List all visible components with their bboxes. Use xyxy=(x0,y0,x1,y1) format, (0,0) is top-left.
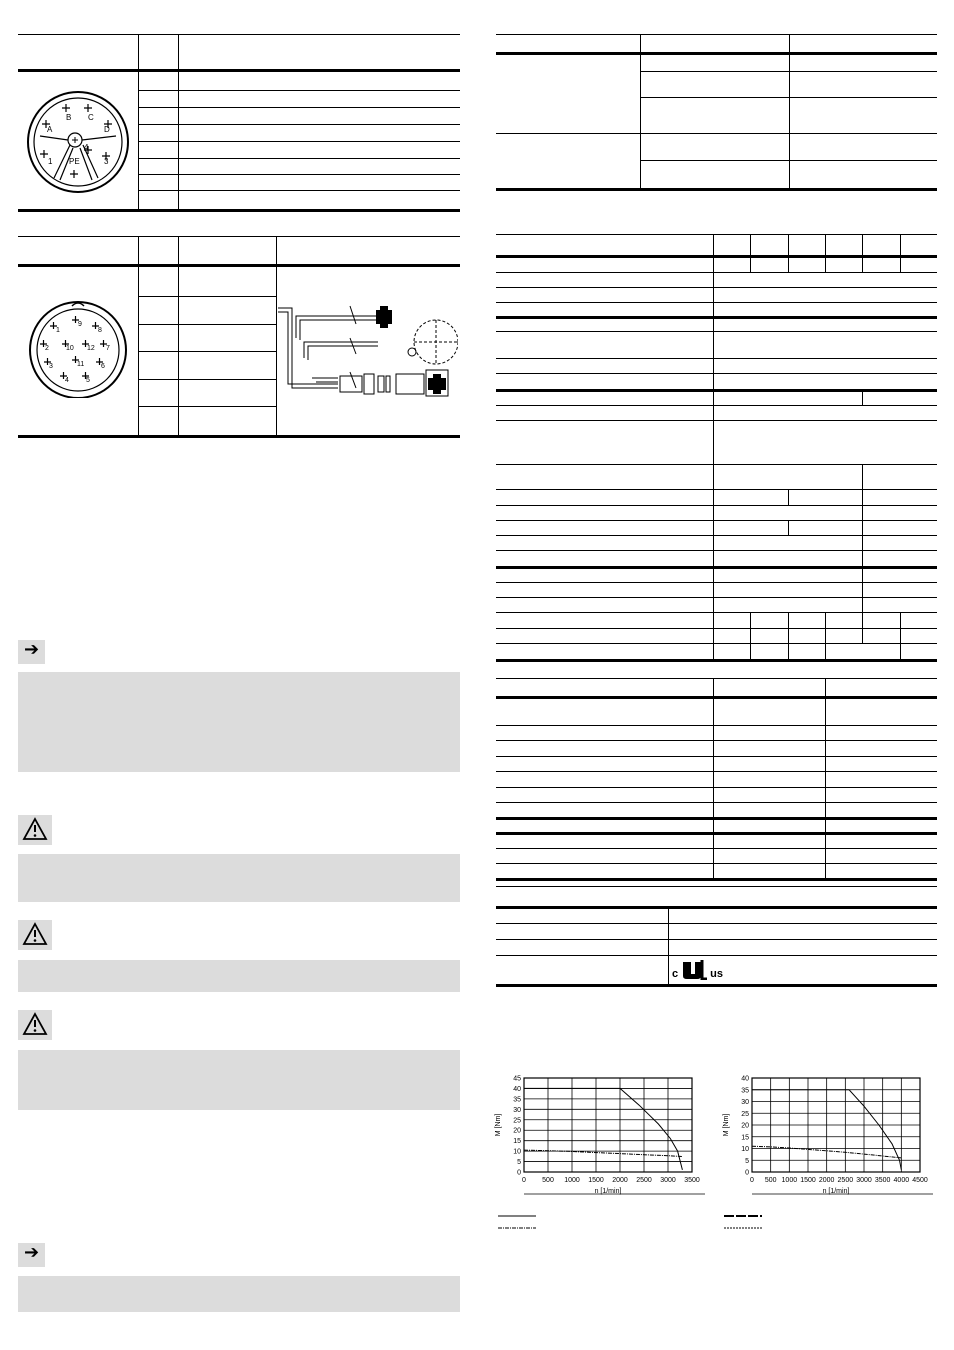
x-tick-label: 3500 xyxy=(874,1177,891,1184)
y-tick-label: 5 xyxy=(745,1157,749,1165)
signal-connector-diagram xyxy=(24,298,132,398)
pin-label: 6 xyxy=(101,363,105,370)
torque-speed-chart-2 xyxy=(718,1072,933,1207)
x-tick-label: 3000 xyxy=(660,1177,676,1184)
x-tick-label: 500 xyxy=(764,1177,777,1184)
pin-label: 11 xyxy=(77,361,85,368)
power-connector-diagram xyxy=(20,88,136,196)
x-tick-label: 2000 xyxy=(612,1177,628,1184)
x-tick-label: 0 xyxy=(750,1177,754,1184)
pin-label: 1 xyxy=(48,157,53,166)
pin-label: B xyxy=(66,113,72,122)
pin-label: 7 xyxy=(106,345,110,352)
x-tick-label: 0 xyxy=(522,1177,526,1184)
x-tick-label: 2000 xyxy=(818,1177,835,1184)
pin-label: 3 xyxy=(49,363,53,370)
pin-label: A xyxy=(47,125,53,134)
warning-box-1 xyxy=(18,854,460,902)
y-tick-label: 20 xyxy=(741,1122,749,1130)
warning-triangle-icon xyxy=(22,817,48,841)
y-tick-label: 35 xyxy=(513,1096,521,1104)
y-tick-label: 45 xyxy=(513,1075,521,1083)
pin-label: PE xyxy=(69,157,80,166)
y-tick-label: 10 xyxy=(513,1148,521,1156)
pin-label: 5 xyxy=(86,377,90,384)
warning-box-3 xyxy=(18,1050,460,1110)
x-tick-label: 4000 xyxy=(893,1177,910,1184)
y-tick-label: 40 xyxy=(513,1085,521,1093)
arrow-right-icon: ➔ xyxy=(24,1242,40,1263)
ul-mark-us: us xyxy=(710,968,723,980)
torque-speed-chart-1 xyxy=(490,1072,705,1207)
y-axis-label: M [Nm] xyxy=(495,1113,502,1137)
plot-frame xyxy=(524,1078,692,1172)
y-tick-label: 5 xyxy=(517,1159,521,1167)
note-box-2 xyxy=(18,1276,460,1312)
x-tick-label: 4500 xyxy=(912,1177,928,1184)
x-tick-label: 1500 xyxy=(588,1177,604,1184)
ul-mark-c: c xyxy=(672,968,679,980)
y-tick-label: 0 xyxy=(517,1169,521,1177)
y-tick-label: 15 xyxy=(741,1134,749,1142)
pin-label: 10 xyxy=(66,345,74,352)
warning-triangle-icon xyxy=(22,922,48,946)
y-axis-label: M [Nm] xyxy=(723,1113,730,1137)
warning-triangle-icon xyxy=(22,1012,48,1036)
y-tick-label: 15 xyxy=(513,1138,521,1146)
legend-chart-1 xyxy=(498,1212,538,1232)
pin-label: 1 xyxy=(56,327,60,334)
pin-label: 3 xyxy=(104,157,109,166)
y-tick-label: 35 xyxy=(741,1087,749,1095)
pin-label: 4 xyxy=(84,143,89,152)
y-tick-label: 25 xyxy=(741,1110,749,1118)
note-box-1 xyxy=(18,672,460,772)
x-axis-label: n [1/min] xyxy=(594,1188,622,1195)
pin-label: 2 xyxy=(45,345,49,352)
x-tick-label: 1000 xyxy=(781,1177,798,1184)
y-tick-label: 30 xyxy=(741,1099,749,1106)
arrow-right-icon: ➔ xyxy=(24,639,40,660)
pin-label: 12 xyxy=(87,345,95,352)
y-tick-label: 40 xyxy=(741,1075,749,1083)
wiring-schematic xyxy=(278,298,458,406)
x-tick-label: 2500 xyxy=(837,1177,854,1184)
y-tick-label: 30 xyxy=(513,1106,521,1114)
pin-label: 9 xyxy=(78,321,82,328)
y-tick-label: 20 xyxy=(513,1127,521,1135)
ul-certification-mark xyxy=(672,958,723,980)
y-tick-label: 10 xyxy=(741,1146,749,1153)
y-tick-label: 25 xyxy=(513,1117,521,1125)
ul-logo-icon xyxy=(679,958,709,980)
pin-label: 8 xyxy=(98,327,102,334)
x-tick-label: 2500 xyxy=(636,1177,652,1184)
x-axis-label: n [1/min] xyxy=(822,1188,850,1195)
pin-label: 4 xyxy=(65,377,69,384)
x-tick-label: 3000 xyxy=(856,1177,872,1184)
legend-chart-2 xyxy=(724,1212,764,1232)
x-tick-label: 1000 xyxy=(564,1177,580,1184)
warning-box-2 xyxy=(18,960,460,992)
x-tick-label: 500 xyxy=(542,1177,554,1184)
pin-label: D xyxy=(104,125,110,134)
x-tick-label: 3500 xyxy=(684,1177,700,1184)
pin-label: C xyxy=(88,113,94,122)
x-tick-label: 1500 xyxy=(800,1177,816,1184)
y-tick-label: 0 xyxy=(745,1169,749,1177)
